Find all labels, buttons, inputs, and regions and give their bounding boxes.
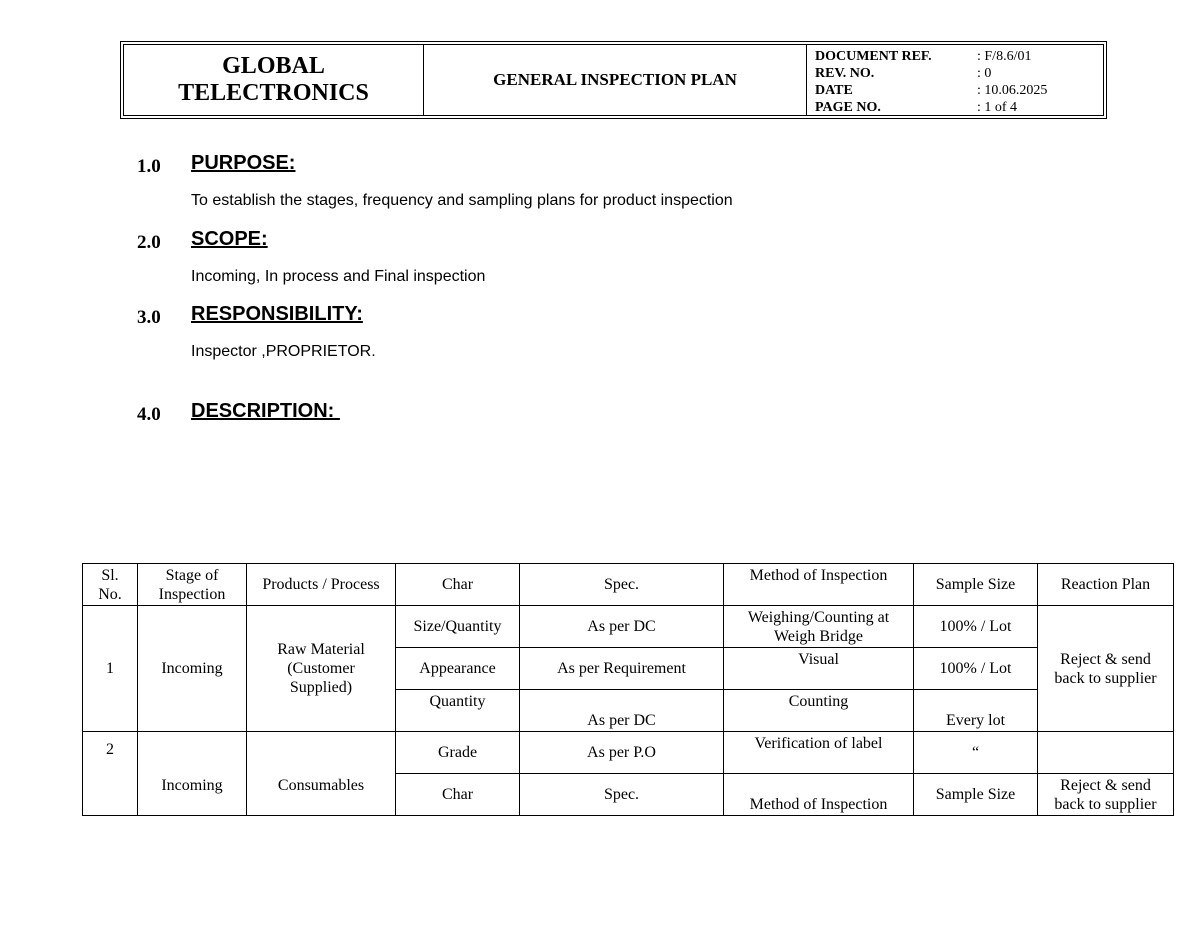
table-row xyxy=(83,732,1174,774)
cell-method: Counting xyxy=(724,690,914,732)
meta-row-page-no xyxy=(815,99,1103,116)
cell-sample: “ xyxy=(914,732,1038,774)
meta-key: REV. NO. xyxy=(815,66,875,81)
cell-reaction: Reject & send back to supplier xyxy=(1038,774,1174,816)
table-header-row xyxy=(83,564,1174,606)
cell-method: Visual xyxy=(724,648,914,690)
meta-value: : 0 xyxy=(977,66,992,81)
cell-reaction: Reject & send back to supplier xyxy=(1038,606,1174,732)
meta-value: : F/8.6/01 xyxy=(977,49,1032,64)
section-number: 4.0 xyxy=(137,404,161,425)
company-name xyxy=(124,45,424,115)
cell-spec: As per Requirement xyxy=(520,648,724,690)
cell-stage: Incoming xyxy=(138,606,247,732)
section-text: Incoming, In process and Final inspection xyxy=(191,268,486,285)
cell-char: Appearance xyxy=(396,648,520,690)
header-products: Products / Process xyxy=(247,564,396,606)
section-text: Inspector ,PROPRIETOR. xyxy=(191,343,376,360)
cell-sample: Every lot xyxy=(914,690,1038,732)
document-title: GENERAL INSPECTION PLAN xyxy=(424,45,807,115)
section-text: To establish the stages, frequency and sampling plans for product inspection xyxy=(191,192,733,209)
cell-sl-no: 2 xyxy=(83,732,138,816)
meta-key: PAGE NO. xyxy=(815,100,881,115)
inspection-table xyxy=(82,563,1174,816)
header-sample-size: Sample Size xyxy=(914,564,1038,606)
cell-stage: Incoming xyxy=(138,732,247,816)
cell-product: Consumables xyxy=(247,732,396,816)
meta-key: DATE xyxy=(815,83,853,98)
company-name-line2: TELECTRONICS xyxy=(178,80,369,106)
meta-value: : 1 of 4 xyxy=(977,100,1018,115)
table-row xyxy=(83,606,1174,648)
cell-sample: 100% / Lot xyxy=(914,648,1038,690)
section-number: 3.0 xyxy=(137,307,161,328)
section-title: RESPONSIBILITY: xyxy=(191,303,363,325)
section-number: 1.0 xyxy=(137,156,161,177)
header-stage: Stage of Inspection xyxy=(138,564,247,606)
cell-product: Raw Material (Customer Supplied) xyxy=(247,606,396,732)
cell-spec: As per DC xyxy=(520,606,724,648)
section-title: SCOPE: xyxy=(191,228,268,250)
cell-spec: As per DC xyxy=(520,690,724,732)
company-name-line1: GLOBAL xyxy=(222,53,325,79)
header-method: Method of Inspection xyxy=(724,564,914,606)
cell-method: Weighing/Counting at Weigh Bridge xyxy=(724,606,914,648)
cell-reaction xyxy=(1038,732,1174,774)
meta-row-rev-no xyxy=(815,65,1103,82)
cell-sl-no: 1 xyxy=(83,606,138,732)
cell-char: Grade xyxy=(396,732,520,774)
cell-method: Method of Inspection xyxy=(724,774,914,816)
cell-spec: Spec. xyxy=(520,774,724,816)
header-char: Char xyxy=(396,564,520,606)
document-meta xyxy=(807,45,1103,115)
meta-value: : 10.06.2025 xyxy=(977,83,1048,98)
header-spec: Spec. xyxy=(520,564,724,606)
meta-row-date xyxy=(815,82,1103,99)
document-header xyxy=(120,41,1107,119)
meta-row-doc-ref xyxy=(815,48,1103,65)
cell-char: Size/Quantity xyxy=(396,606,520,648)
cell-char: Char xyxy=(396,774,520,816)
section-number: 2.0 xyxy=(137,232,161,253)
cell-char: Quantity xyxy=(396,690,520,732)
cell-sample: Sample Size xyxy=(914,774,1038,816)
cell-method: Verification of label xyxy=(724,732,914,774)
cell-sample: 100% / Lot xyxy=(914,606,1038,648)
header-sl-no: Sl. No. xyxy=(83,564,138,606)
section-title: DESCRIPTION: xyxy=(191,400,340,422)
header-reaction-plan: Reaction Plan xyxy=(1038,564,1174,606)
section-title: PURPOSE: xyxy=(191,152,296,174)
cell-spec: As per P.O xyxy=(520,732,724,774)
meta-key: DOCUMENT REF. xyxy=(815,49,932,64)
